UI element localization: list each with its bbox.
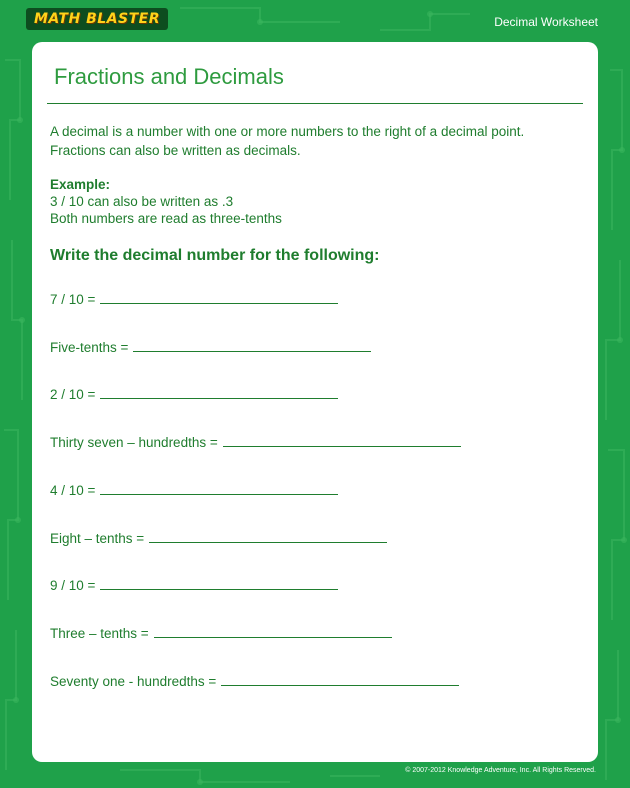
question-label: Five-tenths = [50,340,129,355]
question-label: 4 / 10 = [50,483,96,498]
math-blaster-logo[interactable]: MATH BLASTER [26,8,168,30]
question-label: Three – tenths = [50,626,149,641]
question-row [50,674,459,689]
question-row [50,387,338,402]
title-divider [47,103,583,104]
question-row [50,578,338,593]
answer-blank[interactable] [154,637,392,638]
answer-blank[interactable] [100,303,338,304]
question-row [50,483,338,498]
question-row [50,531,387,546]
intro-text [50,122,590,160]
question-label: 9 / 10 = [50,578,96,593]
page-title: Fractions and Decimals [54,64,284,89]
question-row [50,435,461,450]
example-line-1: 3 / 10 can also be written as .3 [50,194,234,209]
answer-blank[interactable] [100,494,338,495]
worksheet-type-label: Decimal Worksheet [494,15,598,29]
question-row [50,292,338,307]
question-label: Thirty seven – hundredths = [50,435,218,450]
question-row [50,340,371,355]
example-heading: Example: [50,177,111,192]
question-label: Seventy one - hundredths = [50,674,217,689]
question-label: 2 / 10 = [50,387,96,402]
question-label: Eight – tenths = [50,531,145,546]
answer-blank[interactable] [133,351,371,352]
instruction-heading: Write the decimal number for the following: [50,247,380,264]
question-label: 7 / 10 = [50,292,96,307]
example-block [50,176,282,227]
example-line-2: Both numbers are read as three-tenths [50,211,282,226]
answer-blank[interactable] [100,398,338,399]
question-row [50,626,392,641]
intro-line-1: A decimal is a number with one or more numbers to the right of a decimal point. [50,124,525,139]
answer-blank[interactable] [100,589,338,590]
answer-blank[interactable] [223,446,461,447]
copyright-notice: © 2007-2012 Knowledge Adventure, Inc. All Rights Reserved. [405,767,596,774]
answer-blank[interactable] [221,685,459,686]
intro-line-2: Fractions can also be written as decimals. [50,143,301,158]
answer-blank[interactable] [149,542,387,543]
worksheet-card [32,42,598,762]
